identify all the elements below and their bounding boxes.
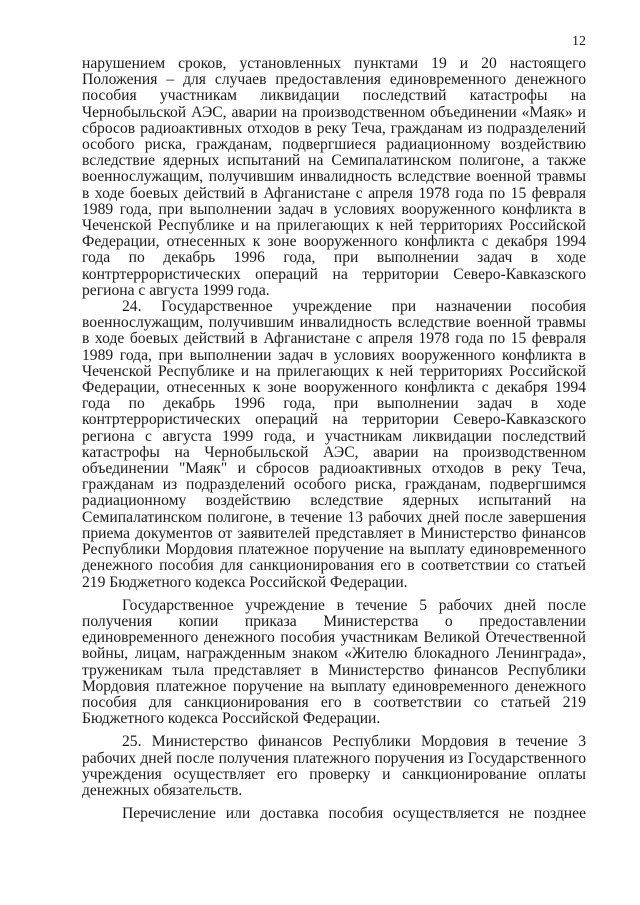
page-number: 12 <box>572 34 586 49</box>
document-body <box>82 56 586 822</box>
paragraph-transfer: Перечисление или доставка пособия осуществляется не позднее <box>122 805 586 823</box>
paragraph-state-institution: Государственное учреждение в течение 5 рабочих дней после получения копии приказа Министерства о предоставлении единовременного денежного пособия участникам Великой Отечественной войны, лицам, награжденным знаком «Жителю блокадного Ленинграда», труженикам тыла представляет в Министерство финансов Республики Мордовия платежное поручение на выплату единовременного денежного пособия для санкционирования его в соответствии со статьей 219 Бюджетного кодекса Российской Федерации. <box>82 596 586 728</box>
paragraph-item-24: 24. Государственное учреждение при назначении пособия военнослужащим, получившим инвалидность вследствие военной травмы в ходе боевых действий в Афганистане с апреля 1978 года по 15 февраля 1989 года, при выполнении задач в условиях вооруженного конфликта в Чеченской Республике и на прилегающих к ней территориях Российской Федерации, отнесенных к зоне вооруженного конфликта с декабря 1994 года по декабрь 1996 года, при выполнении задач в ходе контртеррористических операций на территории Северо-Кавказского региона с августа 1999 года, и участникам ликвидации последствий катастрофы на Чернобыльской АЭС, аварии на производственном объединении "Маяк" и сбросов радиоактивных отходов в реку Теча, гражданам из подразделений особого риска, гражданам, подвергшимся радиационному воздействию вследствие ядерных испытаний на Семипалатинском полигоне, в течение 13 рабочих дней после завершения приема документов от заявителей представляет в Министерство финансов Республики Мордовия платежное поручение на выплату единовременного денежного пособия для санкционирования его в соответствии со статьей 219 Бюджетного кодекса Российской Федерации. <box>82 298 586 591</box>
paragraph-item-25: 25. Министерство финансов Республики Мордовия в течение 3 рабочих дней после получения платежного поручения из Государственного учреждения осуществляет его проверку и санкционирование оплаты денежных обязательств. <box>82 733 586 799</box>
paragraph-continuation: нарушением сроков, установленных пунктами 19 и 20 настоящего Положения – для случаев предоставления единовременного денежного пособия участникам ликвидации последствий катастрофы на Чернобыльской АЭС, аварии на производственном объединении «Маяк» и сбросов радиоактивных отходов в реку Теча, гражданам из подразделений особого риска, гражданам, подвергшиеся радиационному воздействию вследствие ядерных испытаний на Семипалатинском полигоне, а также военнослужащим, получившим инвалидность вследствие военной травмы в ходе боевых действий в Афганистане с апреля 1978 года по 15 февраля 1989 года, при выполнении задач в условиях вооруженного конфликта в Чеченской Республике и на прилегающих к ней территориях Российской Федерации, отнесенных к зоне вооруженного конфликта с декабря 1994 года по декабрь 1996 года, при выполнении задач в ходе контртеррористических операций на территории Северо-Кавказского региона с августа 1999 года. <box>82 55 586 299</box>
